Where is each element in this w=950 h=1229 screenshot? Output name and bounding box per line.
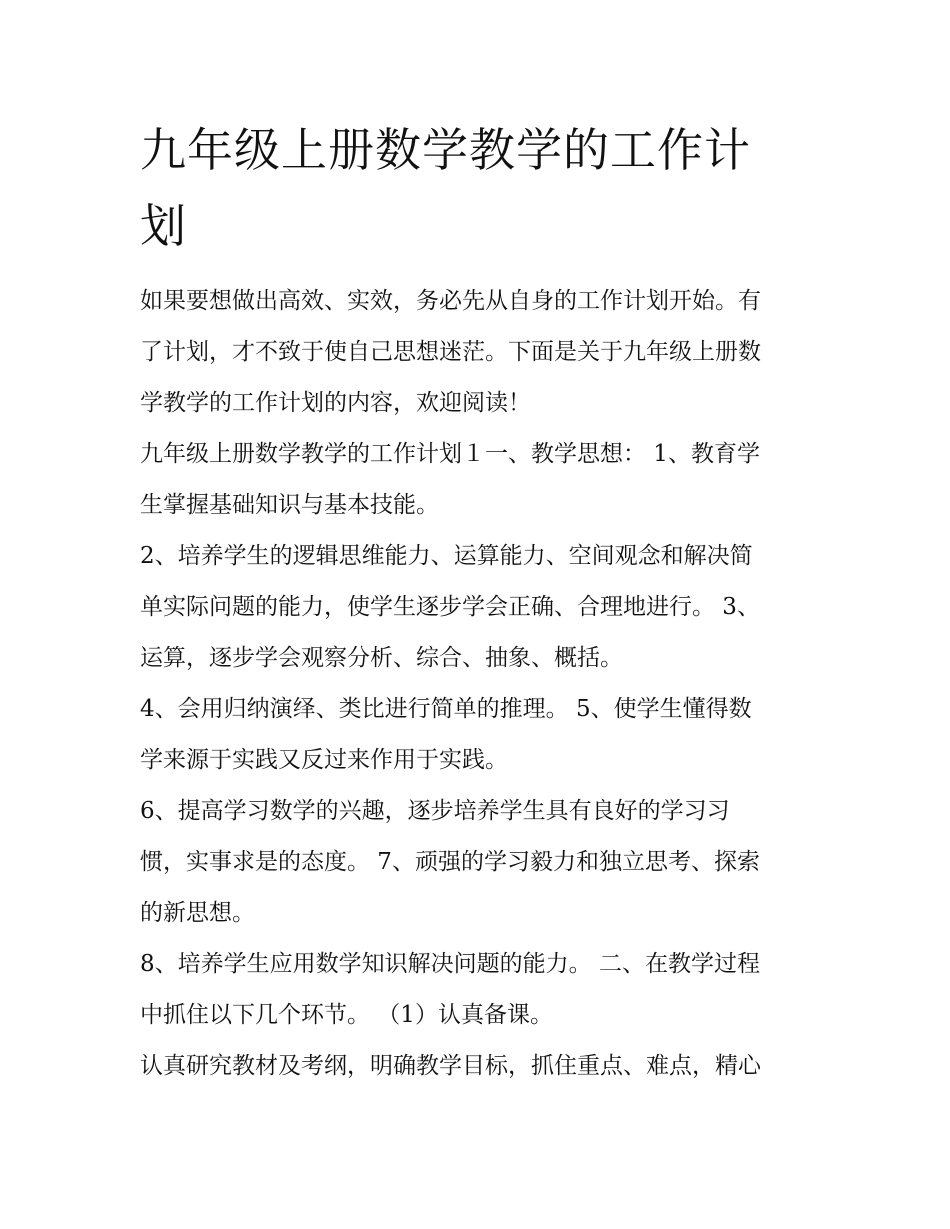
body-line: 2、培养学生的逻辑思维能力、运算能力、空间观念和解决简 (140, 543, 753, 569)
body-line: 学教学的工作计划的内容，欢迎阅读！ (140, 390, 531, 416)
body-line: 中抓住以下几个环节。 （1）认真备课。 (140, 1002, 553, 1028)
body-line: 如果要想做出高效、实效，务必先从自身的工作计划开始。有 (140, 288, 761, 314)
body-line: 九年级上册数学教学的工作计划１一、教学思想： 1、教育学 (140, 441, 760, 467)
body-line: 6、提高学习数学的兴趣，逐步培养学生具有良好的学习习 (140, 798, 730, 824)
body-line: 4、会用归纳演绎、类比进行简单的推理。 5、使学生懂得数 (140, 696, 752, 722)
body-line: 了计划，才不致于使自己思想迷茫。下面是关于九年级上册数 (140, 339, 761, 365)
body-line: 运算，逐步学会观察分析、综合、抽象、概括。 (140, 645, 623, 671)
body-line: 认真研究教材及考纲，明确教学目标，抓住重点、难点，精心 (140, 1053, 761, 1079)
body-line: 学来源于实践又反过来作用于实践。 (140, 747, 508, 773)
body-line: 惯，实事求是的态度。 7、顽强的学习毅力和独立思考、探索 (140, 849, 760, 875)
body-line: 单实际问题的能力，使学生逐步学会正确、合理地进行。 3、 (140, 594, 760, 620)
title-line: 九年级上册数学教学的工作计 (140, 123, 751, 177)
document-title (140, 112, 820, 264)
body-line: 的新思想。 (140, 900, 255, 926)
title-line: 划 (140, 199, 187, 253)
body-line: 8、培养学生应用数学知识解决问题的能力。 二、在教学过程 (140, 951, 760, 977)
body-line: 生掌握基础知识与基本技能。 (140, 492, 439, 518)
document-body (140, 276, 820, 1092)
